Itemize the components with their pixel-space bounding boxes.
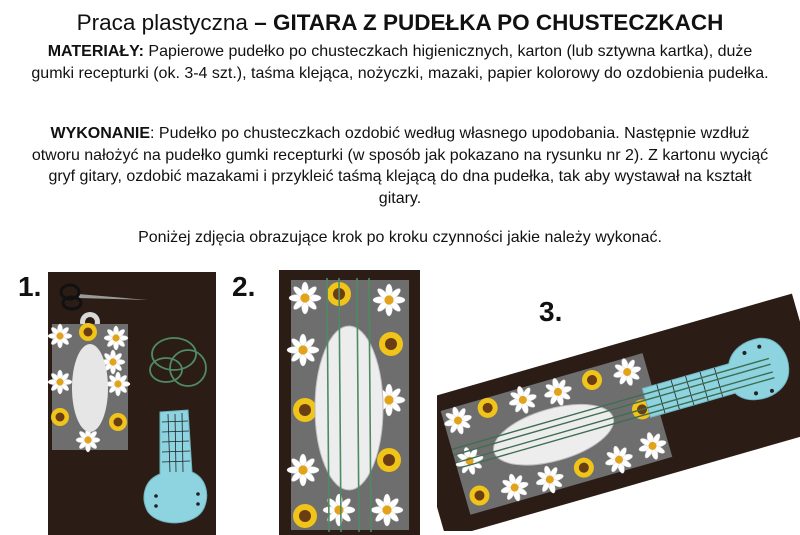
title-prefix: Praca plastyczna <box>76 10 255 35</box>
step-number-2: 2. <box>232 271 256 302</box>
step-number-3: 3. <box>539 296 563 327</box>
materials-text: Papierowe pudełko po chusteczkach higienicznych, karton (lub sztywna kartka), duże gumki recepturki (ok. 3-4 szt.), taśma klejąca, nożyczki, mazaki, papier kolorowy do ozdobienia pudełka. <box>31 43 769 82</box>
execution-paragraph <box>30 123 770 209</box>
materials-label: MATERIAŁY: <box>47 43 144 60</box>
page-title <box>0 9 800 37</box>
execution-text: : Pudełko po chusteczkach ozdobić według własnego upodobania. Następnie wzdłuż otworu nałożyć na pudełko gumki recepturki (w sposób jak pokazano na rysunku nr 2). Z kartonu wyciąć gryf gitary, ozdobić mazakami i przykleić taśmą klejącą do dna pudełka, tak aby wystawał na kształt gitary. <box>31 125 769 207</box>
materials-photo <box>48 272 216 535</box>
steps-intro: Poniżej zdjęcia obrazujące krok po kroku czynności jakie należy wykonać. <box>138 229 662 246</box>
execution-label: WYKONANIE <box>50 125 151 142</box>
tissue-box <box>48 323 130 452</box>
box-with-rubber-bands-photo <box>279 270 420 535</box>
step-number-1: 1. <box>18 271 42 302</box>
materials-paragraph <box>30 41 770 84</box>
finished-guitar-photo <box>437 288 800 531</box>
title-main: – GITARA Z PUDEŁKA PO CHUSTECZKACH <box>254 10 724 35</box>
